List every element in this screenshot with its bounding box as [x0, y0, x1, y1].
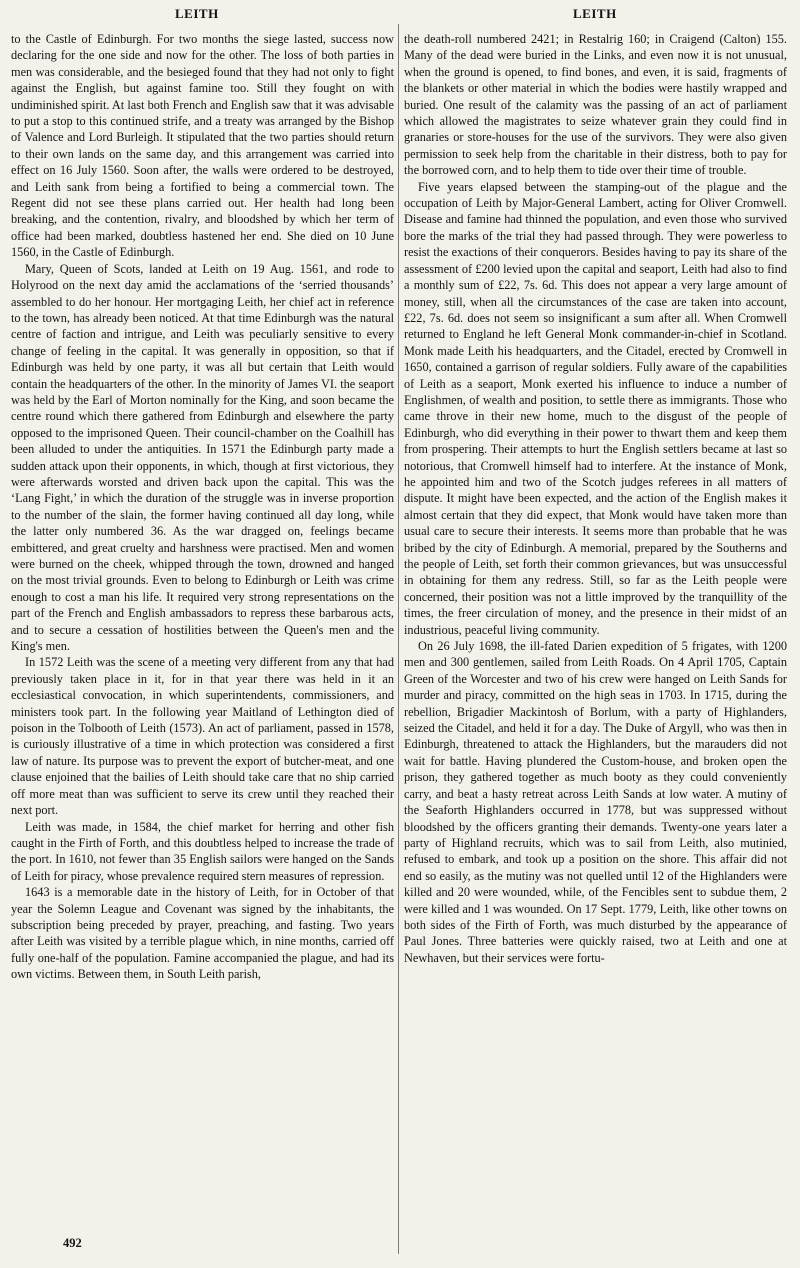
running-head-right: LEITH: [573, 6, 617, 21]
paragraph: 1643 is a memorable date in the history of Leith, for in October of that year the Solemn League and Covenant was signed by the inhabitants, the subscription being preceded by prayer, preaching, and fasting. Two years after Leith was visited by a terrible plague which, in nine months, carried off fully one-half of the population. Famine accompanied the plague, and had its own victims. Between them, in South Leith parish,: [11, 885, 394, 982]
running-head-left: LEITH: [175, 6, 219, 21]
paragraph: to the Castle of Edinburgh. For two months the siege lasted, success now declaring for the one side and now for the other. The loss of both parties in men was considerable, and the besieged found that they had not only to fight against the English, but against famine too. Still they fought on with undiminished spirit. At last both French and English saw that it was advisable to put a stop to this continued strife, and a treaty was arranged by the Bishop of Valence and Lord Burleigh. It stipulated that the two parties should return to their own lands on the same day, and this arrangement was carried into effect on 16 July 1560. Soon after, the walls were ordered to be destroyed, and Leith sank from being a fortified to being a commercial town. The Regent did not see these plans carried out. Her health had long been breaking, and the contention, rivalry, and bloodshed by which her term of office had been marked, doubtless hastened her end. She died on 10 June 1560, in the Castle of Edinburgh.: [11, 32, 394, 260]
paragraph: On 26 July 1698, the ill-fated Darien expedition of 5 frigates, with 1200 men and 300 gentlemen, sailed from Leith Roads. On 4 April 1705, Captain Green of the Worcester and two of his crew were hanged on Leith Sands for murder and piracy, committed on the high seas in 1703. In 1715, during the rebellion, Brigadier Mackintosh of Borlum, with a party of Highlanders, seized the Citadel, and held it for a day. The Duke of Argyll, who was then in Edinburgh, threatened to attack the Highlanders, but the marauders did not wait for battle. Having plundered the Custom-house, and broken open the prison, they gathered together as much booty as they could conveniently carry, and beat a hasty retreat across Leith Sands at low water. A mutiny of the Seaforth Highlanders occurred in 1778, but was suppressed without bloodshed by the officers granting their demands. Twenty-one years later a party of Highland recruits, which was to sail from Leith, also mutinied, refused to embark, and took up a position on the shore. This affair did not end so easily, as the mutiny was not quelled until 12 of the Highlanders were killed and 20 were wounded, while, of the Fencibles sent to subdue them, 2 were killed and 1 was wounded. On 17 Sept. 1779, Leith, like other towns on both sides of the Firth of Forth, was much disturbed by the appearance of Paul Jones. Three batteries were quickly raised, two at Leith and one at Newhaven, but their services were fortu-: [404, 639, 787, 965]
page-number: 492: [63, 1236, 82, 1250]
left-column: [11, 31, 394, 983]
paragraph: Five years elapsed between the stamping-out of the plague and the occupation of Leith by Major-General Lambert, acting for Oliver Cromwell. Disease and famine had thinned the population, and even those who survived bore the marks of the trial they had passed through. They were powerless to resist the exactions of their conquerors. Besides having to pay its share of the assessment of £200 levied upon the capital and seaport, Leith had also to find a monthly sum of £22, 7s. 6d. This does not appear a very large amount of money, still, when all the circumstances of the case are taken into account, £22, 7s. 6d. does not seem so insignificant a sum after all. When Cromwell returned to England he left General Monk commander-in-chief in Scotland. Monk made Leith his headquarters, and the Citadel, erected by Cromwell in 1650, contained a garrison of regular soldiers. Fully aware of the capabilities of Leith as a seaport, Monk exerted his influence to induce a number of Englishmen, of wealth and position, to settle there as immigrants. Those who came throve in their new home, much to the disgust of the people of Edinburgh, who did everything in their power to thwart them and keep them from prospering. Their attempts to hurt the English settlers became at last so notorious, that Cromwell himself had to interfere. At the instance of Monk, he appointed him and two of the Scotch judges referees in all matters of dispute. It might have been expected, and the action of the English makes it almost certain that they did expect, that Monk would have taken more than usual care to secure their interests. It seems more than probable that he was bribed by the city of Edinburgh. A memorial, prepared by the Southerns and the people of Leith, set forth their common grievances, but was unsuccessful in obtaining for them any redress. Still, so far as the Leith people were concerned, their position was not a little improved by the tranquillity of the times, the freer circulation of money, and the presence in their midst of an industrious, peaceful living community.: [404, 179, 787, 637]
right-column: [404, 31, 787, 966]
paragraph: Mary, Queen of Scots, landed at Leith on 19 Aug. 1561, and rode to Holyrood on the next day amid the acclamations of the ‘serried thousands’ assembled to do her honour. Her mortgaging Leith, her chief act in reference to the town, has already been noticed. At that time Edinburgh was the natural centre of faction and intrigue, and Leith was peculiarly sensitive to every change of feeling in the capital. It was generally in opposition, so that if Edinburgh was held by one party, it was all but certain that Leith would contain the headquarters of the other. In the minority of James VI. the seaport was held by the Earl of Morton nominally for the King, and soon became the centre round which there gathered from Edinburgh and elsewhere the party opposed to the imprisoned Queen. Their council-chamber on the Coalhill has been alluded to under the antiquities. In 1571 the Edinburgh party made a sudden attack upon their opponents, in which, though at first victorious, they were afterwards worsted and driven back upon the capital. This was the ‘Lang Fight,’ in which the duration of the struggle was in inverse proportion to the number of the slain, the former having continued all day long, while the latter only numbered 36. As the war dragged on, feelings became embittered, and great cruelty and harshness were practised. Men and women were burned on the cheek, whipped through the town, drowned and hanged on the most trivial grounds. Even to belong to Edinburgh or Leith was crime enough to cost a man his life. It required very strong representations on the part of the French and English ambassadors to repress these barbarous acts, and to secure a cessation of hostilities between the Queen's men and the King's men.: [11, 261, 394, 654]
paragraph: Leith was made, in 1584, the chief market for herring and other fish caught in the Firth of Forth, and this doubtless helped to increase the trade of the port. In 1610, not fewer than 35 English sailors were hanged on the Sands of Leith for piracy, whose prevalence required stern measures of repression.: [11, 819, 394, 883]
paragraph: In 1572 Leith was the scene of a meeting very different from any that had previously taken place in it, for in that year there was held in it an ecclesiastical convocation, in which superintendents, commissioners, and ministers took part. In the following year Maitland of Lethington died of poison in the Tolbooth of Leith (1573). An act of parliament, passed in 1578, is curiously illustrative of a time in which protection was considered a first law of nature. Its purpose was to prevent the export of butcher-meat, and one clause enjoined that the bailies of Leith should take care that no ship carried off more meat than was sufficient to serve its crew until they reached their next port.: [11, 655, 394, 818]
paragraph: the death-roll numbered 2421; in Restalrig 160; in Craigend (Calton) 155. Many of the dead were buried in the Links, and even now it is not unusual, when the ground is opened, to find bones, and even, it is said, fragments of the blankets or other material in which the bodies were hastily wrapped and buried. One result of the calamity was the passing of an act of parliament which allowed the magistrates to seize whatever grain they could find in granaries or store-houses for the use of the survivors. They were also given permission to seek help from the charitable in their distress, both to pay for the borrowed corn, and to help them to tide over their time of trouble.: [404, 32, 787, 178]
column-divider: [398, 24, 399, 1254]
